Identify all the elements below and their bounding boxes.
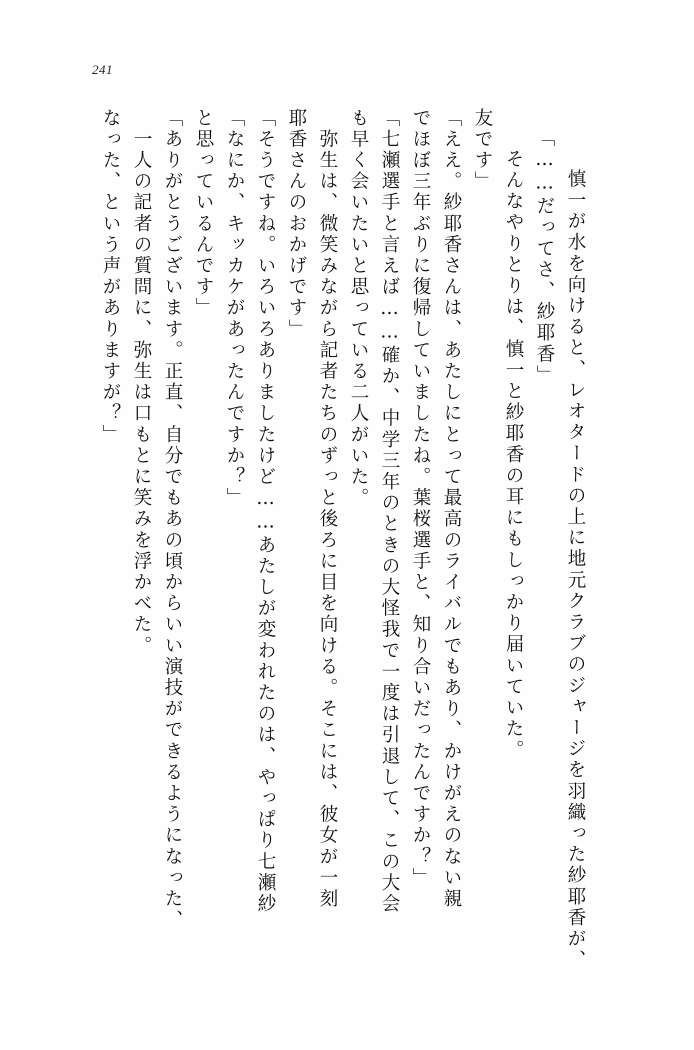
text-line: 「七瀬選手と言えば……確か、中学三年のときの大怪我で一度は引退して、この大会 bbox=[379, 108, 400, 915]
text-line: 弥生は、微笑みながら記者たちのずっと後ろに目を向ける。そこには、彼女が一刻 bbox=[317, 108, 338, 910]
text-line: と思っているんです」 bbox=[193, 108, 214, 319]
text-line: 「ええ。紗耶香さんは、あたしにとって最高のライバルでもあり、かけがえのない親 bbox=[441, 108, 462, 910]
text-line: でほぼ三年ぶりに復帰していましたね。葉桜選手と、知り合いだったんですか？」 bbox=[410, 108, 431, 889]
text-line: 「なにか、キッカケがあったんですか？」 bbox=[224, 108, 245, 509]
text-line: 慎一が水を向けると、レオタードの上に地元クラブのジャージを羽織った紗耶香が、 bbox=[565, 148, 586, 971]
page-number: 241 bbox=[92, 62, 113, 77]
text-line: 「そうですね。いろいろありましたけど……あたしが変われたのは、やっぱり七瀬紗 bbox=[255, 108, 276, 915]
text-line: も早く会いたいと思っている二人がいた。 bbox=[348, 108, 369, 509]
text-line: 友です」 bbox=[472, 108, 493, 193]
text-line: 「ありがとうございます。正直、自分でもあの頃からいい演技ができるようになった、 bbox=[162, 108, 183, 931]
text-line: 「……だってさ、紗耶香」 bbox=[534, 128, 555, 387]
vertical-text-body bbox=[88, 108, 648, 971]
text-line: なった、という声がありますが？」 bbox=[100, 108, 121, 446]
text-line: 耶香さんのおかげです」 bbox=[286, 108, 307, 341]
text-line: 一人の記者の質問に、弥生は口もとに笑みを浮かべた。 bbox=[131, 108, 152, 657]
text-line: そんなやりとりは、慎一と紗耶香の耳にもしっかり届いていた。 bbox=[503, 128, 524, 761]
